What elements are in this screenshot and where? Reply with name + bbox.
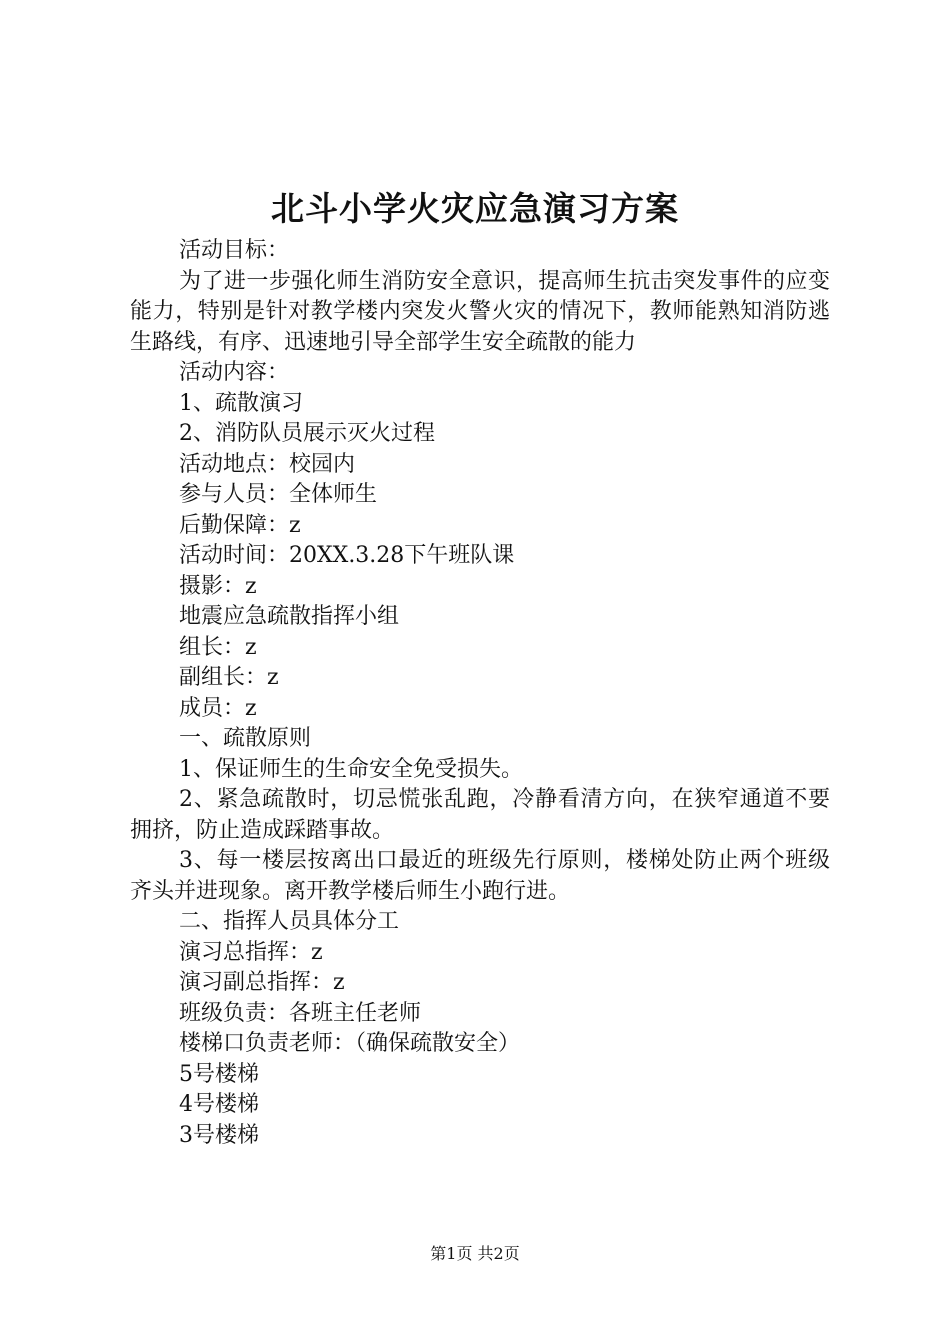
paragraph: 活动内容： (179, 360, 290, 385)
paragraph: 参与人员：全体师生 (179, 482, 378, 507)
paragraph: 活动目标： (179, 238, 290, 263)
section-heading: 二、指挥人员具体分工 (179, 909, 400, 934)
paragraph: 3号楼梯 (179, 1122, 259, 1148)
paragraph: 楼梯口负责老师：（确保疏散安全） (179, 1031, 521, 1056)
paragraph: 5号楼梯 (179, 1061, 259, 1087)
document-title: 北斗小学火灾应急演习方案 (271, 189, 679, 228)
paragraph: 活动地点：校园内 (179, 451, 356, 477)
document-body (130, 236, 830, 1151)
paragraph: 班级负责：各班主任老师 (179, 1000, 422, 1026)
paragraph: 摄影：z (179, 573, 257, 599)
paragraph: 地震应急疏散指挥小组 (179, 604, 400, 629)
paragraph: 演习副总指挥：z (179, 970, 345, 995)
paragraph: 副组长：z (179, 665, 279, 690)
section-heading: 一、疏散原则 (179, 726, 312, 751)
paragraph: 演习总指挥：z (179, 939, 323, 965)
paragraph: 3、每一楼层按离出口最近的班级先行原则，楼梯处防止两个班级齐头并进现象。离开教学楼后师生小跑行进。 (130, 848, 830, 904)
paragraph: 1、疏散演习 (179, 390, 303, 416)
paragraph: 活动时间：20XX.3.28下午班队课 (179, 543, 515, 568)
paragraph: 组长：z (179, 634, 257, 660)
paragraph: 2、紧急疏散时，切忌慌张乱跑，冷静看清方向，在狭窄通道不要拥挤，防止造成踩踏事故。 (130, 787, 830, 843)
page-footer: 第1页 共2页 (430, 1244, 520, 1263)
paragraph: 后勤保障：z (179, 512, 301, 538)
paragraph: 2、消防队员展示灭火过程 (179, 421, 435, 446)
paragraph: 4号楼梯 (179, 1092, 259, 1117)
paragraph: 成员：z (179, 695, 257, 721)
paragraph: 为了进一步强化师生消防安全意识，提高师生抗击突发事件的应变能力，特别是针对教学楼内突发火警火灾的情况下，教师能熟知消防逃生路线，有序、迅速地引导全部学生安全疏散的能力 (130, 268, 830, 355)
paragraph: 1、保证师生的生命安全免受损失。 (179, 756, 523, 782)
